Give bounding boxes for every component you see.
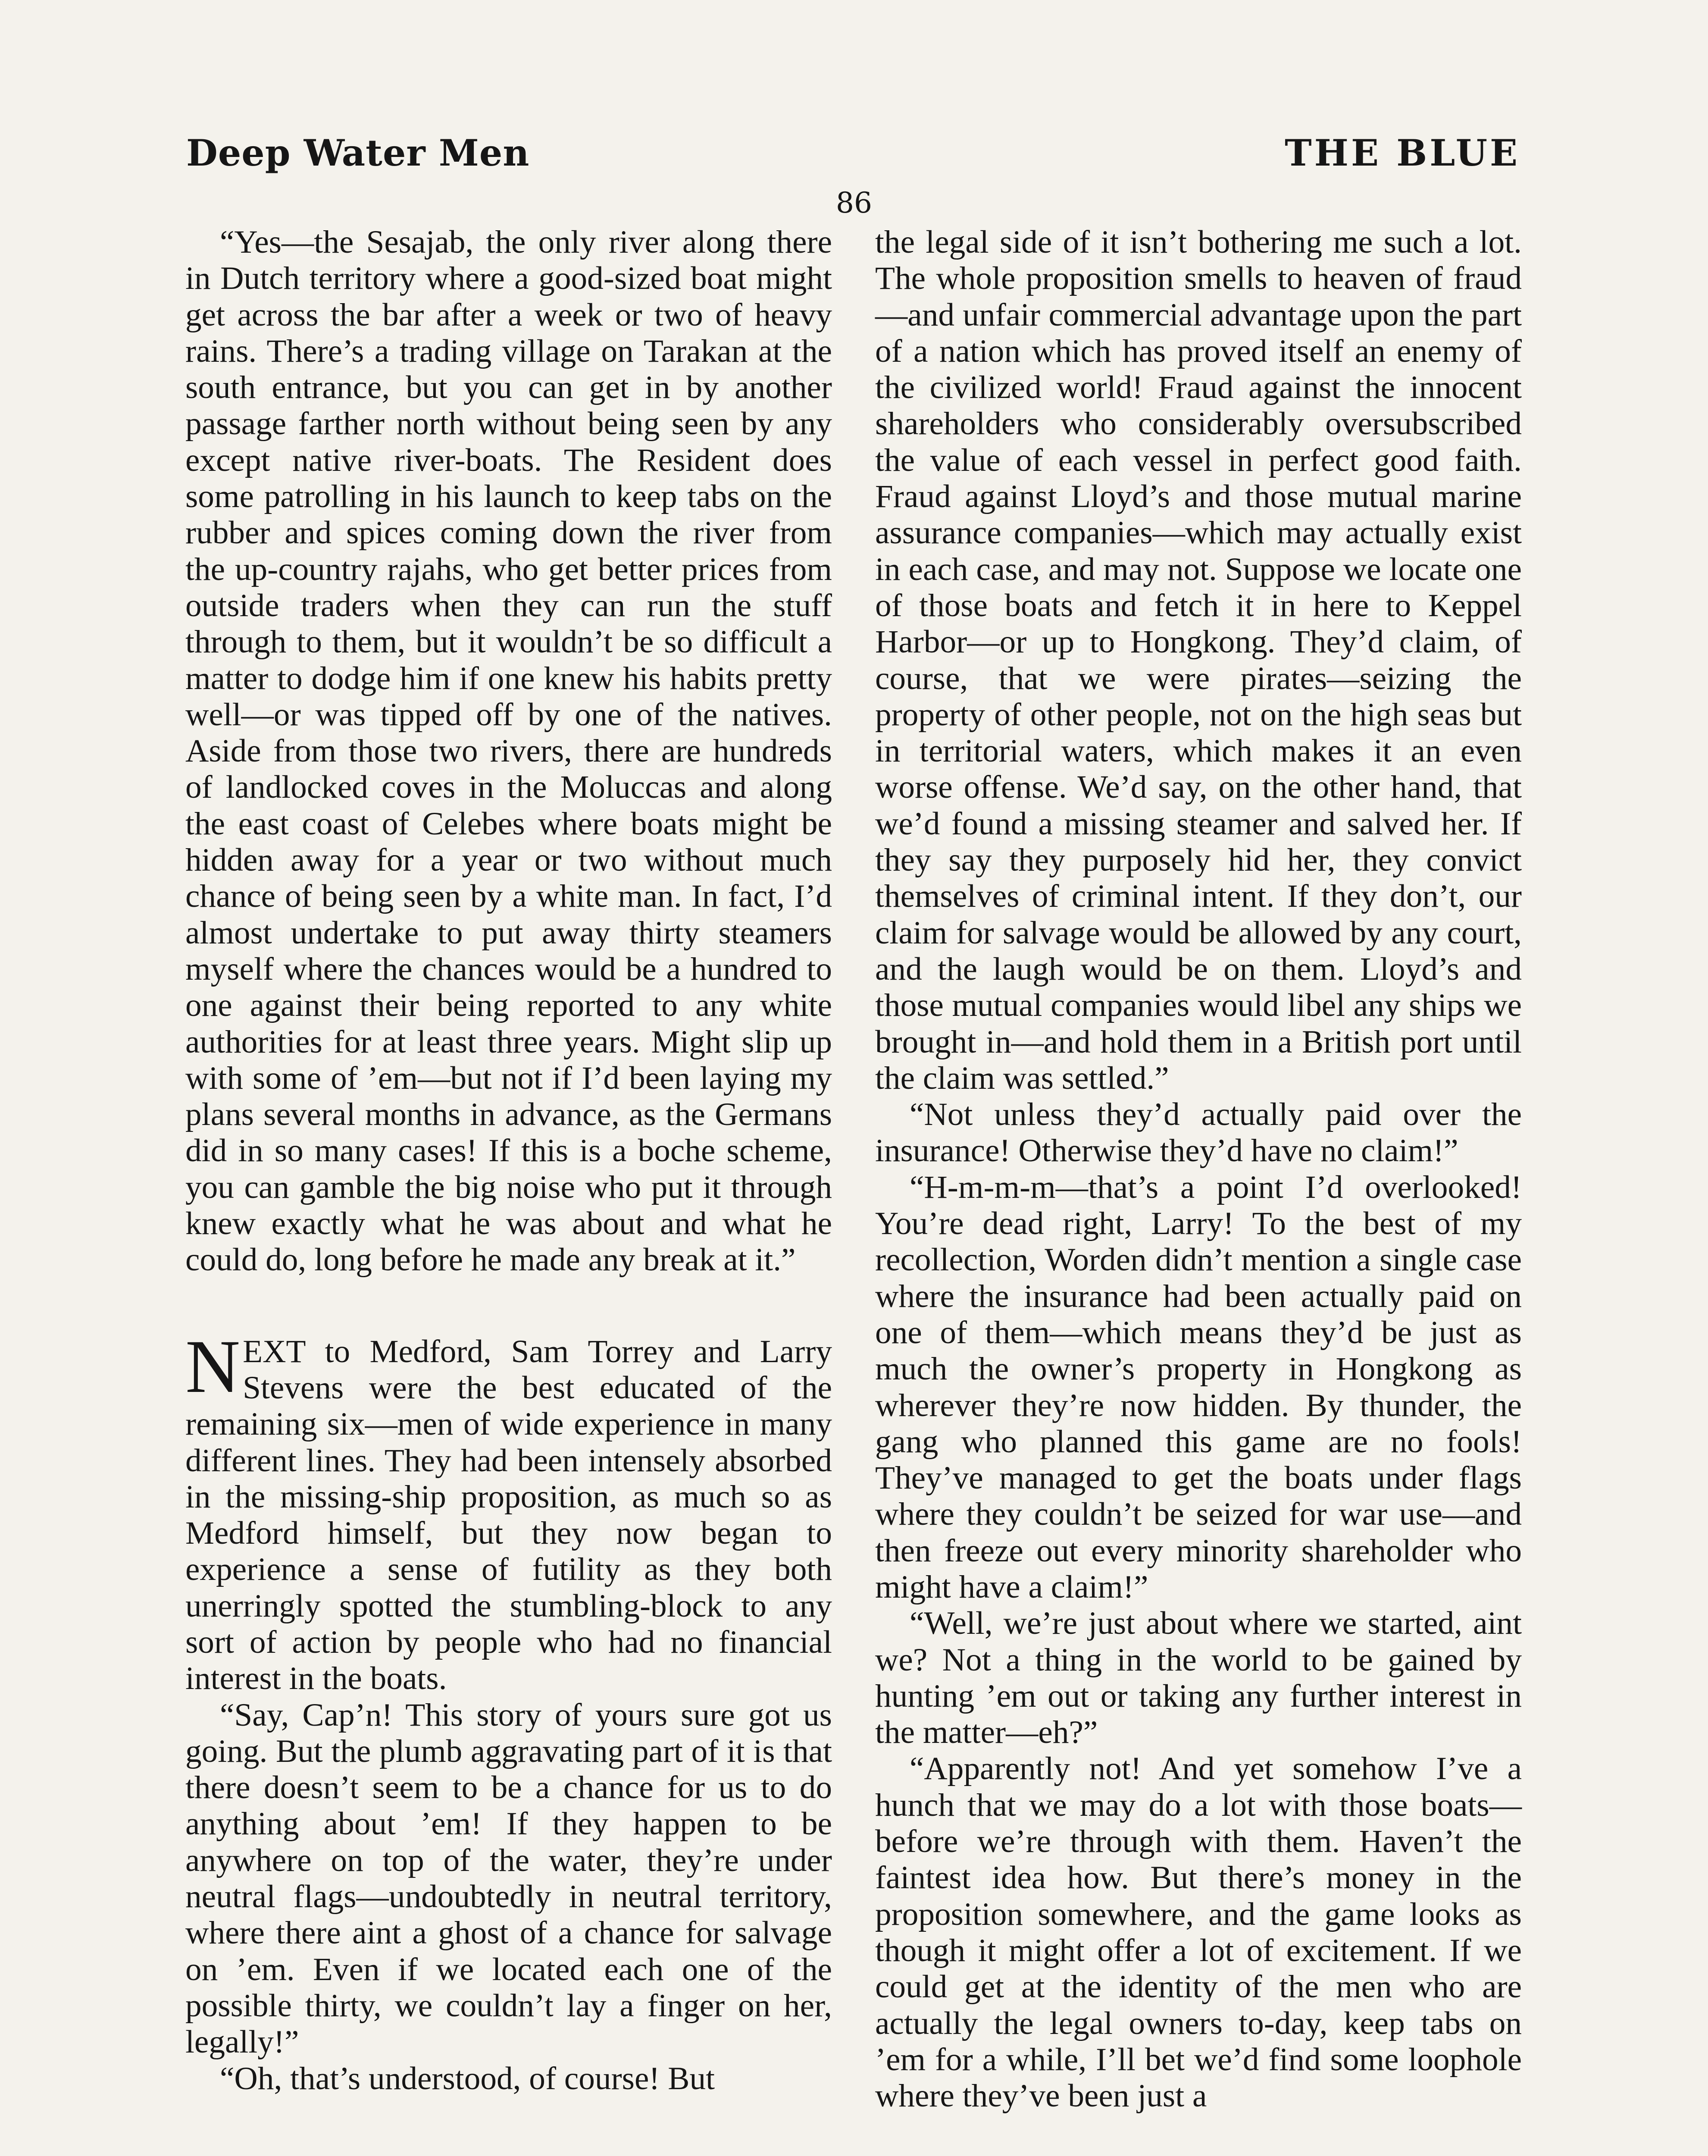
section-opening-text: EXT to Medford, Sam Torrey and Larry Stevens were the best educated of the remaining six—men of wide experience in many different lines. They had been intensely absorbed in the missing-ship proposition, as much so as Medford himself, but they now began to experience a sense of futility as they both unerringly spotted the stumbling-block to any sort of action by people who had no financial interest in the boats. <box>185 1333 832 1697</box>
paragraph: “Well, we’re just about where we started, aint we? Not a thing in the world to be gained by hunting ’em out or taking any further interest in the matter—eh?” <box>875 1605 1522 1751</box>
right-column <box>875 224 1522 2114</box>
paragraph: “Not unless they’d actually paid over the insurance! Otherwise they’d have no claim!” <box>875 1097 1522 1169</box>
left-column <box>185 224 832 2097</box>
drop-cap: N <box>185 1324 241 1409</box>
continued-paragraph: the legal side of it isn’t bothering me such a lot. The whole proposition smells to heaven of fraud—and unfair commercial advantage upon the part of a nation which has proved itself an enemy of the civilized world! Fraud against the innocent shareholders who considerably oversubscribed the value of each vessel in perfect good faith. Fraud against Lloyd’s and those mutual marine assurance companies—which may actually exist in each case, and may not. Suppose we locate one of those boats and fetch it in here to Keppel Harbor—or up to Hongkong. They’d claim, of course, that we were pirates—seizing the property of other people, not on the high seas but in territorial waters, which makes it an even worse offense. We’d say, on the other hand, that we’d found a missing steamer and salved her. If they say they purposely hid her, they convict themselves of criminal intent. If they don’t, our claim for salvage would be allowed by any court, and the laugh would be on them. Lloyd’s and those mutual companies would libel any ships we brought in—and hold them in a British port until the claim was settled.” <box>875 224 1522 1096</box>
paragraph: “Apparently not! And yet somehow I’ve a hunch that we may do a lot with those boats—before we’re through with them. Haven’t the faintest idea how. But there’s money in the proposition somewhere, and the game looks as though it might offer a lot of excitement. If we could get at the identity of the men who are actually the legal owners to-day, keep tabs on ’em for a while, I’ll bet we’d find some loophole where they’ve been just a <box>875 1751 1522 2114</box>
page-number: 86 <box>836 186 872 219</box>
magazine-title: THE BLUE <box>1285 132 1520 174</box>
paragraph: “H-m-m-m—that’s a point I’d overlooked! You’re dead right, Larry! To the best of my recollection, Worden didn’t mention a single case where the insurance had been actually paid on one of them—which means they’d be just as much the owner’s property in Hongkong as wherever they’re now hidden. By thunder, the gang who planned this game are no fools! They’ve managed to get the boats under flags where they couldn’t be seized for war use—and then freeze out every minority shareholder who might have a claim!” <box>875 1169 1522 1605</box>
paragraph: “Yes—the Sesajab, the only river along there in Dutch territory where a good-sized boat might get across the bar after a week or two of heavy rains. There’s a trading village on Tarakan at the south entrance, but you can get in by another passage farther north without being seen by any except native river-boats. The Resident does some patrolling in his launch to keep tabs on the rubber and spices coming down the river from the up-country rajahs, who get better prices from outside traders when they can run the stuff through to them, but it wouldn’t be so difficult a matter to dodge him if one knew his habits pretty well—or was tipped off by one of the natives. Aside from those two rivers, there are hundreds of landlocked coves in the Moluccas and along the east coast of Celebes where boats might be hidden away for a year or two without much chance of being seen by a white man. In fact, I’d almost undertake to put away thirty steamers myself where the chances would be a hundred to one against their being reported to any white authorities for at least three years. Might slip up with some of ’em—but not if I’d been laying my plans several months in advance, as the Germans did in so many cases! If this is a boche scheme, you can gamble the big noise who put it through knew exactly what he was about and what he could do, long before he made any break at it.” <box>185 224 832 1278</box>
paragraph: “Say, Cap’n! This story of yours sure got us going. But the plumb aggravating part of it is that there doesn’t seem to be a chance for us to do anything about ’em! If they happen to be anywhere on top of the water, they’re under neutral flags—undoubtedly in neutral territory, where there aint a ghost of a chance for salvage on ’em. Even if we located each one of the possible thirty, we couldn’t lay a finger on her, legally!” <box>185 1697 832 2060</box>
running-title: Deep Water Men <box>186 132 530 174</box>
paragraph: “Oh, that’s understood, of course! But <box>220 2060 715 2096</box>
section-opening-paragraph <box>185 1324 832 1697</box>
